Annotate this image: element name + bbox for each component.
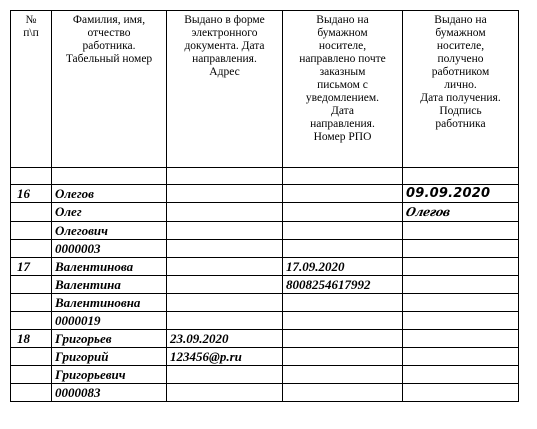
table-row [11,203,519,222]
in-person-cell [403,348,519,366]
in-person-cell [403,240,519,258]
electronic-cell [167,258,283,276]
employee-tab-number: 0000019 [52,312,167,330]
table-row [11,240,519,258]
journal-table [10,10,519,402]
header-employee: Фамилия, имя, отчество работника. Табельный номер [52,11,167,168]
empty-cell [403,168,519,185]
employee-patronymic: Григорьевич [52,366,167,384]
mailed-cell [283,185,403,203]
empty-cell [11,168,52,185]
header-electronic: Выдано в форме электронного документа. Дата направления. Адрес [167,11,283,168]
electronic-cell [167,294,283,312]
in-person-cell [403,294,519,312]
in-person-cell [403,330,519,348]
in-person-cell [403,258,519,276]
empty-cell [11,312,52,330]
employee-first-name: Олег [52,203,167,222]
mailed-cell [283,330,403,348]
empty-cell [11,276,52,294]
table-row [11,258,519,276]
record-number: 16 [11,185,52,203]
mailed-cell [283,222,403,240]
empty-cell [11,294,52,312]
spacer-row [11,168,519,185]
empty-cell [167,168,283,185]
mailed-cell [283,203,403,222]
table-row [11,185,519,203]
in-person-date: 09.09.2020 [403,185,519,203]
electronic-date: 23.09.2020 [167,330,283,348]
empty-cell [11,203,52,222]
header-row [11,11,519,168]
mailed-cell [283,294,403,312]
empty-cell [11,366,52,384]
mailed-cell [283,312,403,330]
mailed-date: 17.09.2020 [283,258,403,276]
mailed-cell [283,384,403,402]
electronic-cell [167,312,283,330]
header-in-person: Выдано на бумажном носителе, получено работником лично. Дата получения. Подпись работника [403,11,519,168]
empty-cell [11,384,52,402]
employee-signature-cell [403,203,519,222]
header-number: № п\п [11,11,52,168]
header-mailed: Выдано на бумажном носителе, направлено почте заказным письмом с уведомлением. Дата направления. Номер РПО [283,11,403,168]
in-person-cell [403,276,519,294]
in-person-cell [403,312,519,330]
empty-cell [11,222,52,240]
in-person-cell [403,222,519,240]
empty-cell [11,240,52,258]
electronic-cell [167,240,283,258]
employee-tab-number: 0000083 [52,384,167,402]
electronic-cell [167,222,283,240]
employee-patronymic: Олегович [52,222,167,240]
electronic-address: 123456@p.ru [167,348,283,366]
in-person-cell [403,384,519,402]
record-number: 17 [11,258,52,276]
employee-surname: Валентинова [52,258,167,276]
in-person-cell [403,366,519,384]
employee-patronymic: Валентиновна [52,294,167,312]
table-row [11,312,519,330]
employee-tab-number: 0000003 [52,240,167,258]
employee-first-name: Валентина [52,276,167,294]
table-row [11,366,519,384]
mailed-cell [283,240,403,258]
record-number: 18 [11,330,52,348]
employee-signature: Олегов [404,205,452,219]
employee-surname: Олегов [52,185,167,203]
employee-surname: Григорьев [52,330,167,348]
table-row [11,348,519,366]
table-row [11,222,519,240]
empty-cell [283,168,403,185]
tracking-number: 8008254617992 [283,276,403,294]
table-row [11,384,519,402]
mailed-cell [283,366,403,384]
electronic-cell [167,366,283,384]
electronic-cell [167,384,283,402]
table-row [11,276,519,294]
empty-cell [52,168,167,185]
table-row [11,330,519,348]
empty-cell [11,348,52,366]
employee-first-name: Григорий [52,348,167,366]
mailed-cell [283,348,403,366]
electronic-cell [167,185,283,203]
table-row [11,294,519,312]
electronic-cell [167,203,283,222]
electronic-cell [167,276,283,294]
